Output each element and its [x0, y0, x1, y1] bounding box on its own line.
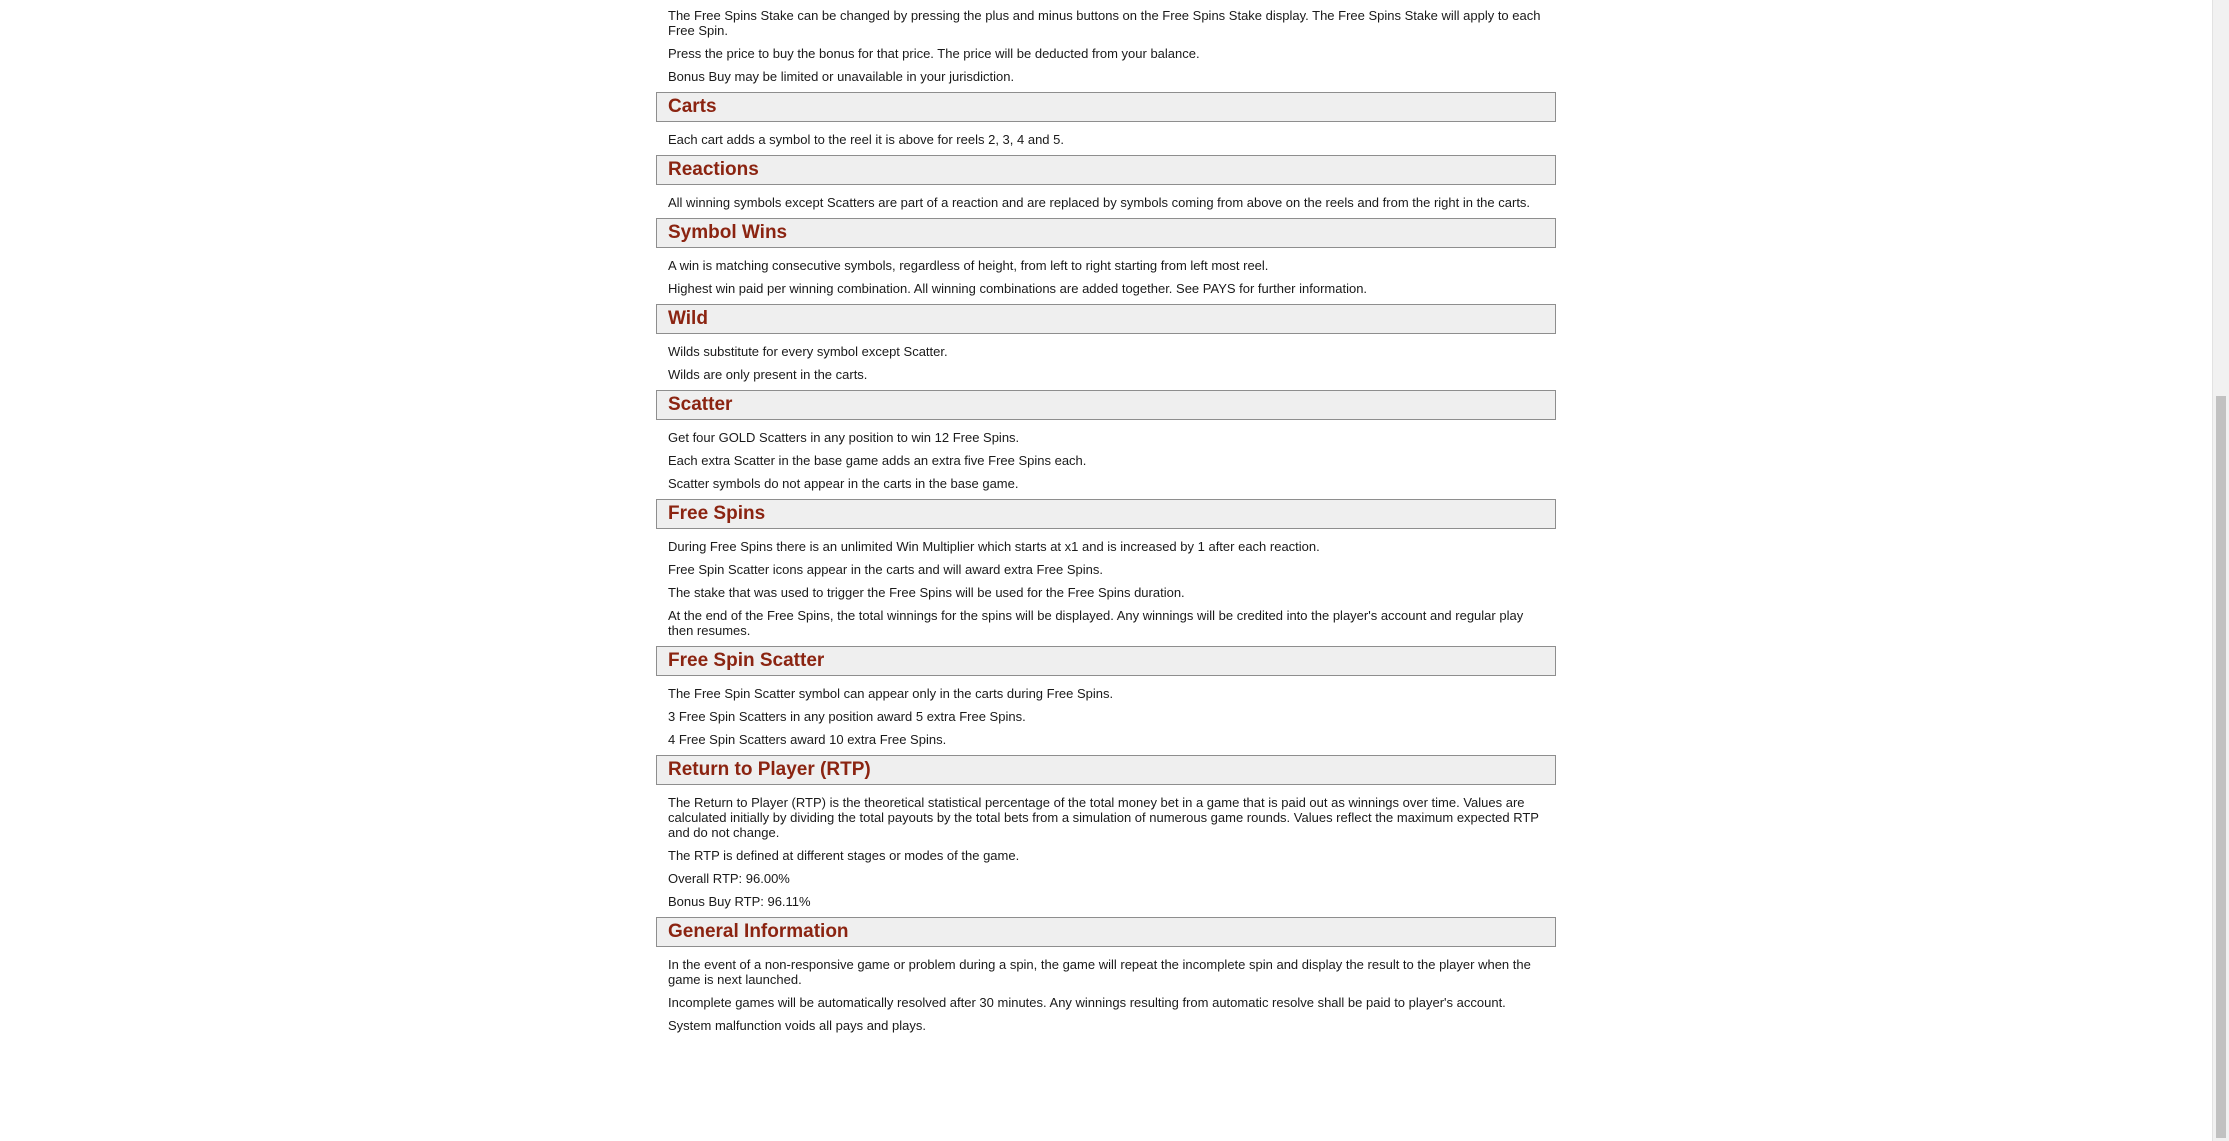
- section-header: [656, 92, 1556, 122]
- rules-content: [656, 0, 1556, 1041]
- section-title: Carts: [668, 96, 717, 117]
- section-header: [656, 499, 1556, 529]
- section-header: [656, 755, 1556, 785]
- section-wild: [656, 304, 1556, 382]
- section-paragraph: Overall RTP: 96.00%: [668, 871, 790, 886]
- section-paragraph: All winning symbols except Scatters are part of a reaction and are replaced by symbols coming from above on the reels and from the right in the carts.: [668, 195, 1531, 210]
- section-header: [656, 917, 1556, 947]
- section-title: Reactions: [668, 159, 759, 180]
- section-paragraph: 3 Free Spin Scatters in any position award 5 extra Free Spins.: [668, 709, 1026, 724]
- section-free-spin-scatter: [656, 646, 1556, 747]
- section-symbol-wins: [656, 218, 1556, 296]
- section-header: [656, 155, 1556, 185]
- section-paragraph: The Free Spin Scatter symbol can appear only in the carts during Free Spins.: [668, 686, 1114, 701]
- intro-block: [656, 0, 1556, 84]
- section-paragraph: 4 Free Spin Scatters award 10 extra Free Spins.: [668, 732, 947, 747]
- intro-paragraph: The Free Spins Stake can be changed by pressing the plus and minus buttons on the Free Spins Stake display. The Free Spins Stake will apply to each Free Spin.: [668, 8, 1541, 38]
- section-paragraph: A win is matching consecutive symbols, regardless of height, from left to right starting from left most reel.: [668, 258, 1269, 273]
- section-title: Free Spin Scatter: [668, 650, 825, 671]
- section-paragraph: Each cart adds a symbol to the reel it is above for reels 2, 3, 4 and 5.: [668, 132, 1064, 147]
- section-scatter: [656, 390, 1556, 491]
- section-paragraph: Bonus Buy RTP: 96.11%: [668, 894, 811, 909]
- section-return-to-player-rtp: [656, 755, 1556, 909]
- section-header: [656, 646, 1556, 676]
- section-free-spins: [656, 499, 1556, 638]
- section-paragraph: The stake that was used to trigger the Free Spins will be used for the Free Spins duration.: [668, 585, 1185, 600]
- section-paragraph: Incomplete games will be automatically resolved after 30 minutes. Any winnings resulting from automatic resolve shall be paid to player's account.: [668, 995, 1506, 1010]
- section-paragraph: The Return to Player (RTP) is the theoretical statistical percentage of the total money bet in a game that is paid out as winnings over time. Values are calculated initially by dividing the total payouts by the total bets from a simulation of numerous game rounds. Values reflect the maximum expected RTP and do not change.: [668, 795, 1539, 840]
- section-paragraph: Wilds are only present in the carts.: [668, 367, 868, 382]
- section-title: Scatter: [668, 394, 733, 415]
- section-paragraph: Wilds substitute for every symbol except Scatter.: [668, 344, 948, 359]
- section-header: [656, 218, 1556, 248]
- section-reactions: [656, 155, 1556, 210]
- section-general-information: [656, 917, 1556, 1033]
- scrollbar-thumb[interactable]: [2216, 396, 2226, 1138]
- vertical-scrollbar[interactable]: [2212, 0, 2229, 1141]
- section-paragraph: Each extra Scatter in the base game adds an extra five Free Spins each.: [668, 453, 1087, 468]
- sections-list: [656, 92, 1556, 1033]
- section-paragraph: At the end of the Free Spins, the total winnings for the spins will be displayed. Any winnings will be credited into the player's account and regular play then resumes.: [668, 608, 1524, 638]
- section-paragraph: Highest win paid per winning combination. All winning combinations are added together. See PAYS for further information.: [668, 281, 1368, 296]
- section-paragraph: In the event of a non-responsive game or problem during a spin, the game will repeat the incomplete spin and display the result to the player when the game is next launched.: [668, 957, 1531, 987]
- section-title: Wild: [668, 308, 708, 329]
- section-header: [656, 304, 1556, 334]
- section-title: Free Spins: [668, 503, 766, 524]
- section-paragraph: Free Spin Scatter icons appear in the carts and will award extra Free Spins.: [668, 562, 1103, 577]
- section-paragraph: Scatter symbols do not appear in the carts in the base game.: [668, 476, 1019, 491]
- intro-paragraph: Bonus Buy may be limited or unavailable in your jurisdiction.: [668, 69, 1015, 84]
- section-paragraph: During Free Spins there is an unlimited Win Multiplier which starts at x1 and is increased by 1 after each reaction.: [668, 539, 1320, 554]
- section-paragraph: Get four GOLD Scatters in any position to win 12 Free Spins.: [668, 430, 1020, 445]
- section-title: General Information: [668, 921, 849, 942]
- section-carts: [656, 92, 1556, 147]
- section-header: [656, 390, 1556, 420]
- section-paragraph: The RTP is defined at different stages or modes of the game.: [668, 848, 1020, 863]
- intro-paragraph: Press the price to buy the bonus for that price. The price will be deducted from your balance.: [668, 46, 1200, 61]
- section-paragraph: System malfunction voids all pays and plays.: [668, 1018, 926, 1033]
- section-title: Symbol Wins: [668, 222, 788, 243]
- section-title: Return to Player (RTP): [668, 759, 871, 780]
